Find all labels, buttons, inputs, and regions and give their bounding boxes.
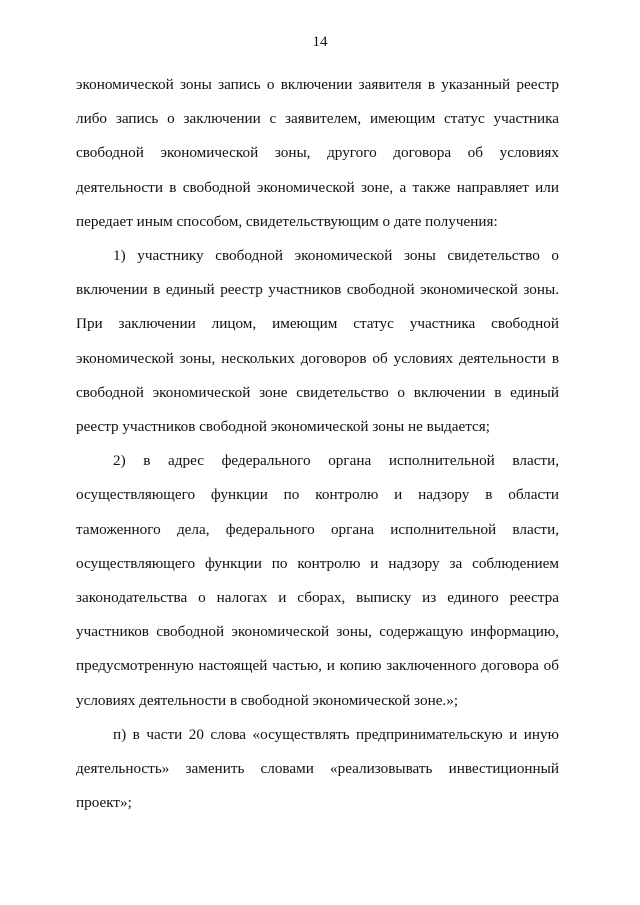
paragraph-item-1: 1) участнику свободной экономической зоны свидетельство о включении в единый реестр участников свободной экономической зоны. При заключении лицом, имеющим статус участника свободной экономической зоны, нескольких договоров об условиях деятельности в свободной экономической зоне свидетельство о включении в единый реестр участников свободной экономической зоны не выдается; <box>76 247 559 436</box>
document-body <box>76 68 559 820</box>
paragraph-item-p: п) в части 20 слова «осуществлять предпринимательскую и иную деятельность» заменить словами «реализовывать инвестиционный проект»; <box>76 725 559 812</box>
paragraph-item-2: 2) в адрес федерального органа исполнительной власти, осуществляющего функции по контролю и надзору в области таможенного дела, федерального органа исполнительной власти, осуществляющего функции по контролю и надзору за соблюдением законодательства о налогах и сборах, выписку из единого реестра участников свободной экономической зоны, содержащую информацию, предусмотренную настоящей частью, и копию заключенного договора об условиях деятельности в свободной экономической зоне.»; <box>76 452 559 709</box>
paragraph-continuation: экономической зоны запись о включении заявителя в указанный реестр либо запись о заключении с заявителем, имеющим статус участника свободной экономической зоны, другого договора об условиях деятельности в свободной экономической зоне, а также направляет или передает иным способом, свидетельствующим о дате получения: <box>76 76 559 230</box>
page-number: 14 <box>312 34 328 50</box>
